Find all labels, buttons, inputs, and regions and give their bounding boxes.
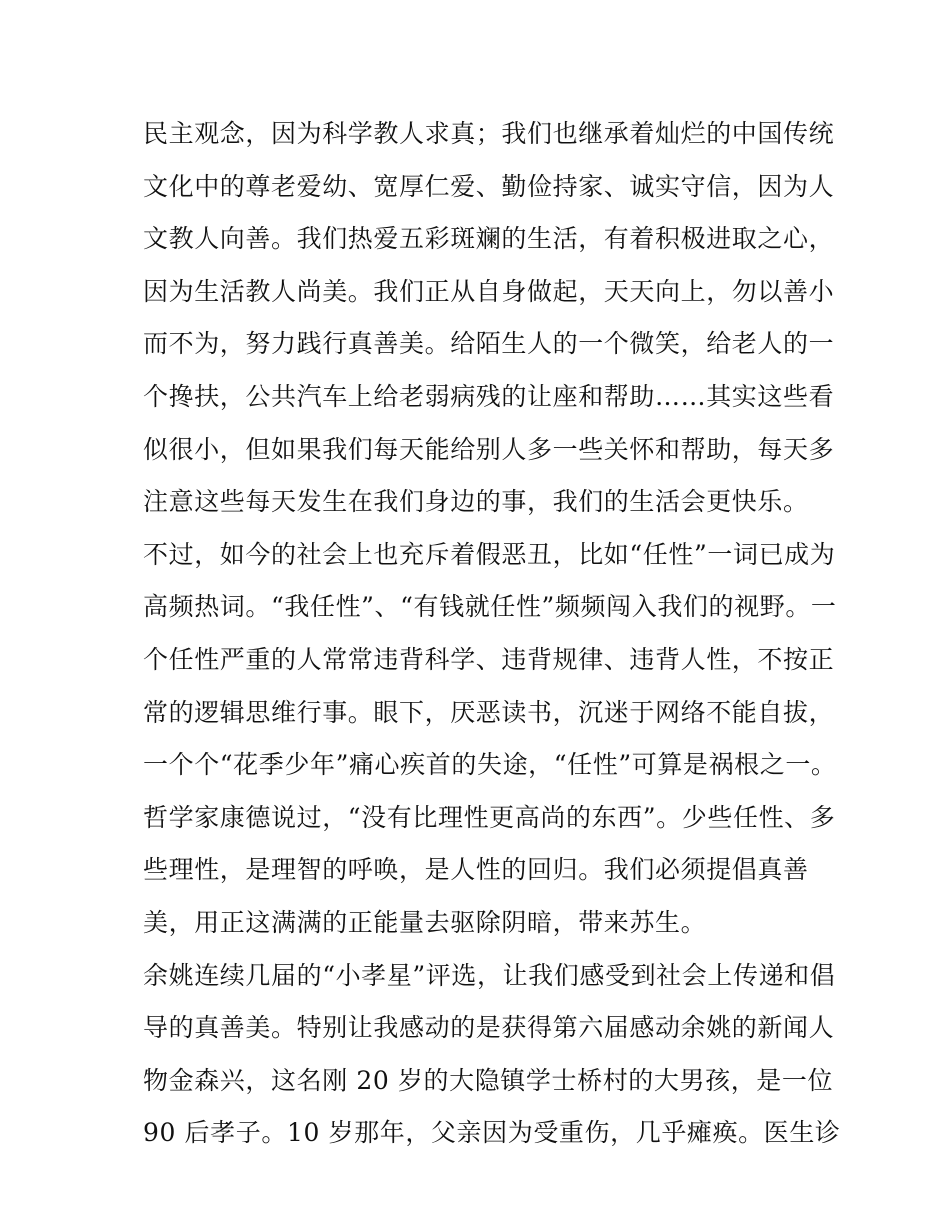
- text-line: 因为生活教人尚美。我们正从自身做起，天天向上，勿以善小: [143, 276, 835, 306]
- text-line: 美，用正这满满的正能量去驱除阴暗，带来苏生。: [143, 907, 707, 937]
- text-line: 常的逻辑思维行事。眼下，厌恶读书，沉迷于网络不能自拔，: [143, 697, 835, 727]
- text-line: 物金森兴，这名刚 20 岁的大隐镇学士桥村的大男孩，是一位: [143, 1065, 834, 1095]
- document-body: [143, 108, 841, 1160]
- text-line: 注意这些每天发生在我们身边的事，我们的生活会更快乐。: [143, 487, 809, 517]
- text-line: 导的真善美。特别让我感动的是获得第六届感动余姚的新闻人: [143, 1013, 835, 1043]
- text-line: 文教人向善。我们热爱五彩斑斓的生活，有着积极进取之心，: [143, 224, 835, 254]
- text-line: 个任性严重的人常常违背科学、违背规律、违背人性，不按正: [143, 644, 835, 674]
- text-line: 文化中的尊老爱幼、宽厚仁爱、勤俭持家、诚实守信，因为人: [143, 171, 835, 201]
- text-line: 个搀扶，公共汽车上给老弱病残的让座和帮助……其实这些看: [143, 381, 835, 411]
- text-line: 哲学家康德说过，“没有比理性更高尚的东西”。少些任性、多: [143, 802, 836, 832]
- text-line: 一个个“花季少年”痛心疾首的失途，“任性”可算是祸根之一。: [143, 750, 837, 780]
- text-line: 余姚连续几届的“小孝星”评选，让我们感受到社会上传递和倡: [143, 960, 836, 990]
- text-line: 高频热词。“我任性”、“有钱就任性”频频闯入我们的视野。一: [143, 592, 837, 622]
- text-line: 似很小，但如果我们每天能给别人多一些关怀和帮助，每天多: [143, 434, 835, 464]
- text-line: 些理性，是理智的呼唤，是人性的回归。我们必须提倡真善: [143, 855, 809, 885]
- text-line: 而不为，努力践行真善美。给陌生人的一个微笑，给老人的一: [143, 329, 835, 359]
- text-line: 不过，如今的社会上也充斥着假恶丑，比如“任性”一词已成为: [143, 539, 836, 569]
- text-line: 民主观念，因为科学教人求真；我们也继承着灿烂的中国传统: [143, 119, 835, 148]
- text-line: 90 后孝子。10 岁那年，父亲因为受重伤，几乎瘫痪。医生诊: [143, 1118, 841, 1148]
